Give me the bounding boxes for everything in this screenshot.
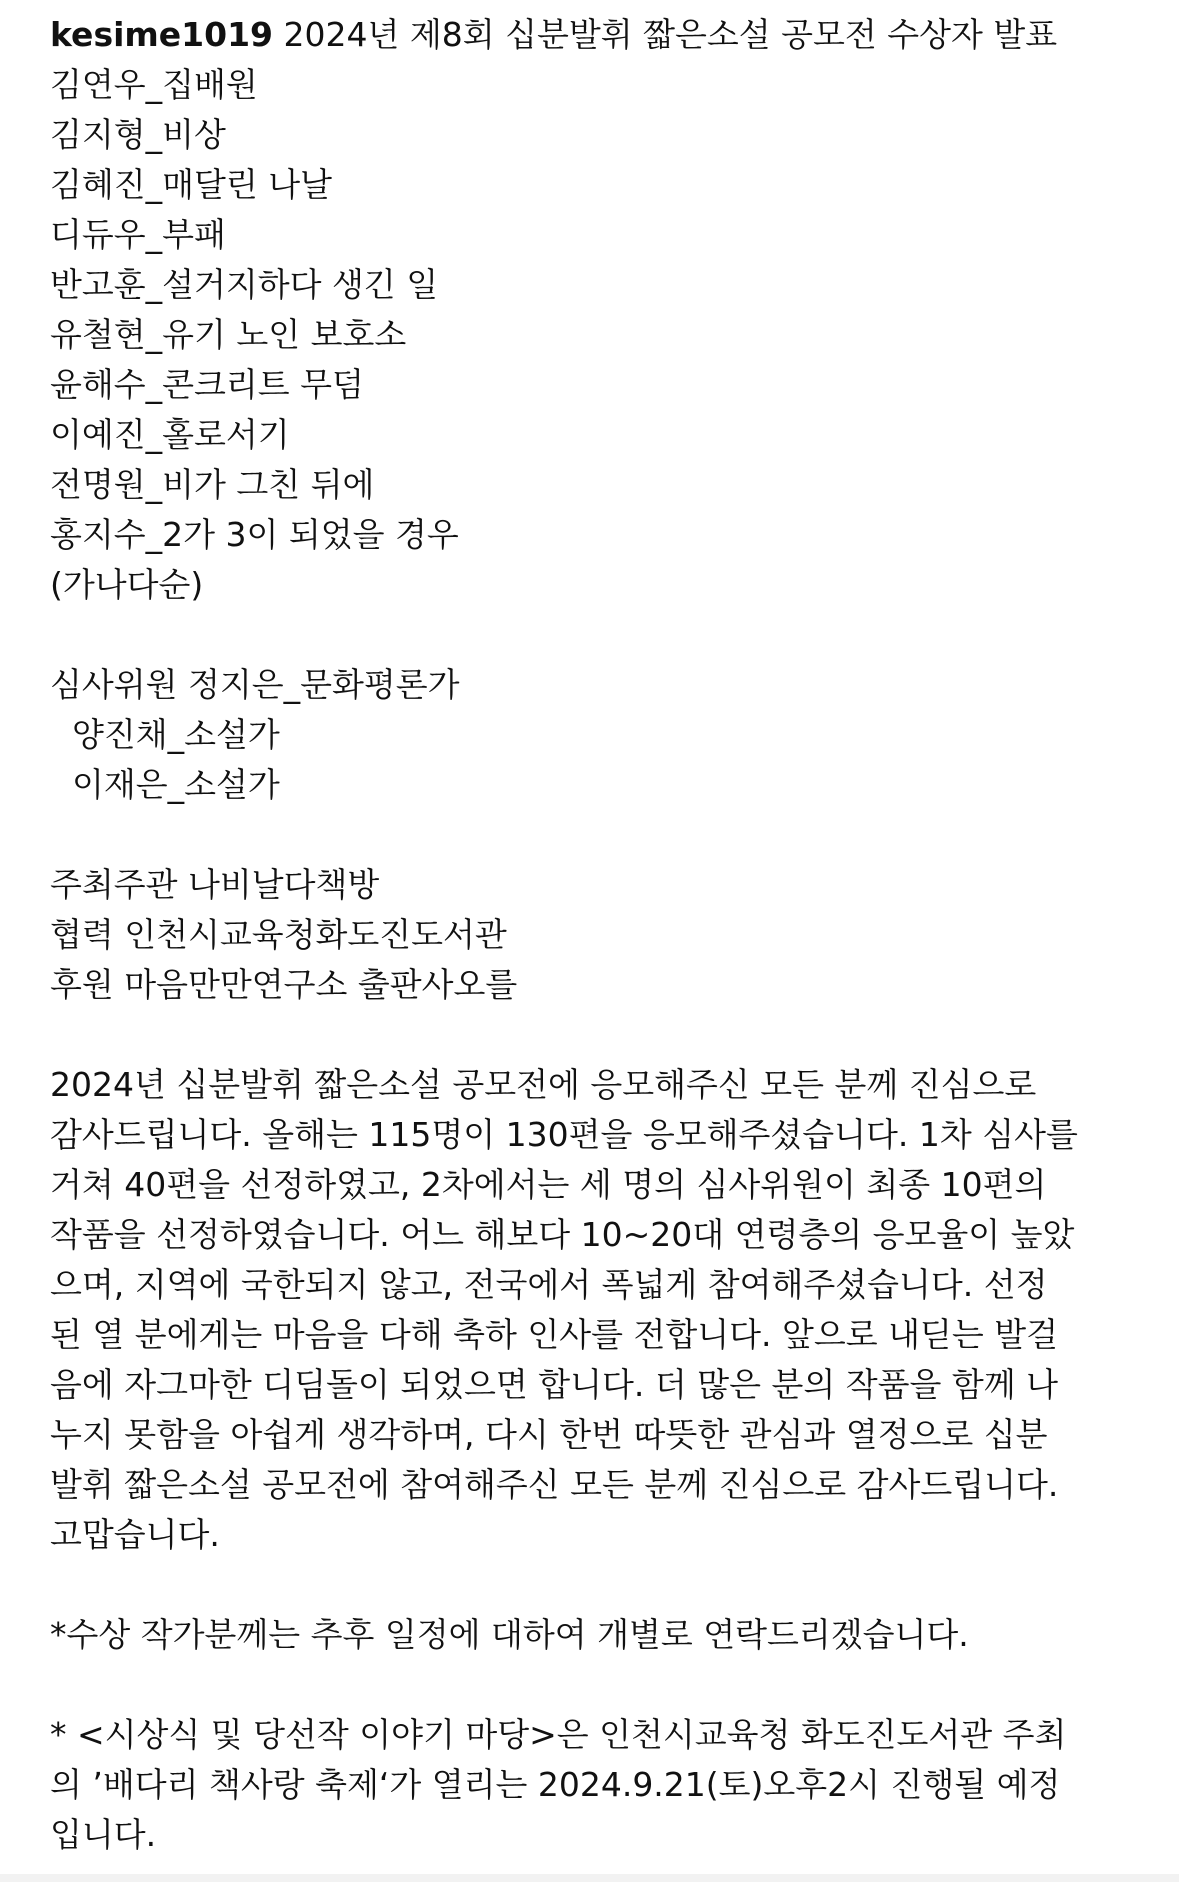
- winner-item: 전명원_비가 그친 뒤에: [50, 465, 375, 504]
- blank-line: [50, 1560, 1130, 1610]
- judges-list: [50, 660, 1130, 810]
- organizer-item: 주최주관 나비날다책방: [50, 865, 380, 904]
- organizers-list: [50, 860, 1130, 1010]
- winner-item: 디듀우_부패: [50, 215, 226, 254]
- event-note-line: 의 ’배다리 책사랑 축제‘가 열리는 2024.9.21(토)오후2시 진행될 예정: [50, 1765, 1061, 1804]
- message-line: 고맙습니다.: [50, 1515, 220, 1554]
- winner-item: 윤해수_콘크리트 무덤: [50, 365, 364, 404]
- blank-line: [50, 610, 1130, 660]
- message-line: 누지 못함을 아쉽게 생각하며, 다시 한번 따뜻한 관심과 열정으로 십분: [50, 1415, 1048, 1454]
- winner-item: 김혜진_매달린 나날: [50, 165, 333, 204]
- caption-header: [50, 10, 1130, 60]
- winner-item: 홍지수_2가 3이 되었을 경우: [50, 515, 459, 554]
- winner-item: 김연우_집배원: [50, 65, 258, 104]
- judge-item: 양진채_소설가: [72, 715, 280, 754]
- post-caption: [50, 10, 1130, 1860]
- blank-line: [50, 1660, 1130, 1710]
- winner-item: 김지형_비상: [50, 115, 226, 154]
- event-note-line: * <시상식 및 당선작 이야기 마당>은 인천시교육청 화도진도서관 주최: [50, 1715, 1067, 1754]
- thanks-message: [50, 1060, 1130, 1560]
- order-note: (가나다순): [50, 565, 204, 604]
- event-note-line: 입니다.: [50, 1815, 157, 1854]
- message-line: 거쳐 40편을 선정하였고, 2차에서는 세 명의 심사위원이 최종 10편의: [50, 1165, 1047, 1204]
- judge-item: 심사위원 정지은_문화평론가: [50, 665, 460, 704]
- bottom-divider: [0, 1874, 1179, 1882]
- winner-item: 유철현_유기 노인 보호소: [50, 315, 407, 354]
- organizer-item: 협력 인천시교육청화도진도서관: [50, 915, 507, 954]
- blank-line: [50, 1010, 1130, 1060]
- message-line: 된 열 분에게는 마음을 다해 축하 인사를 전합니다. 앞으로 내딛는 발걸: [50, 1315, 1058, 1354]
- message-line: 으며, 지역에 국한되지 않고, 전국에서 폭넓게 참여해주셨습니다. 선정: [50, 1265, 1048, 1304]
- username-link[interactable]: kesime1019: [50, 15, 274, 54]
- message-line: 감사드립니다. 올해는 115명이 130편을 응모해주셨습니다. 1차 심사를: [50, 1115, 1078, 1154]
- organizer-item: 후원 마음만만연구소 출판사오를: [50, 965, 518, 1004]
- winner-item: 반고훈_설거지하다 생긴 일: [50, 265, 439, 304]
- message-line: 음에 자그마한 디딤돌이 되었으면 합니다. 더 많은 분의 작품을 함께 나: [50, 1365, 1058, 1404]
- event-note: [50, 1710, 1130, 1860]
- message-line: 작품을 선정하였습니다. 어느 해보다 10~20대 연령층의 응모율이 높았: [50, 1215, 1075, 1254]
- contact-note: *수상 작가분께는 추후 일정에 대하여 개별로 연락드리겠습니다.: [50, 1615, 969, 1654]
- blank-line: [50, 810, 1130, 860]
- message-line: 발휘 짧은소설 공모전에 참여해주신 모든 분께 진심으로 감사드립니다.: [50, 1465, 1059, 1504]
- caption-title: 2024년 제8회 십분발휘 짧은소설 공모전 수상자 발표: [273, 15, 1058, 54]
- winners-list: [50, 60, 1130, 610]
- message-line: 2024년 십분발휘 짧은소설 공모전에 응모해주신 모든 분께 진심으로: [50, 1065, 1037, 1104]
- winner-item: 이예진_홀로서기: [50, 415, 290, 454]
- judge-item: 이재은_소설가: [72, 765, 280, 804]
